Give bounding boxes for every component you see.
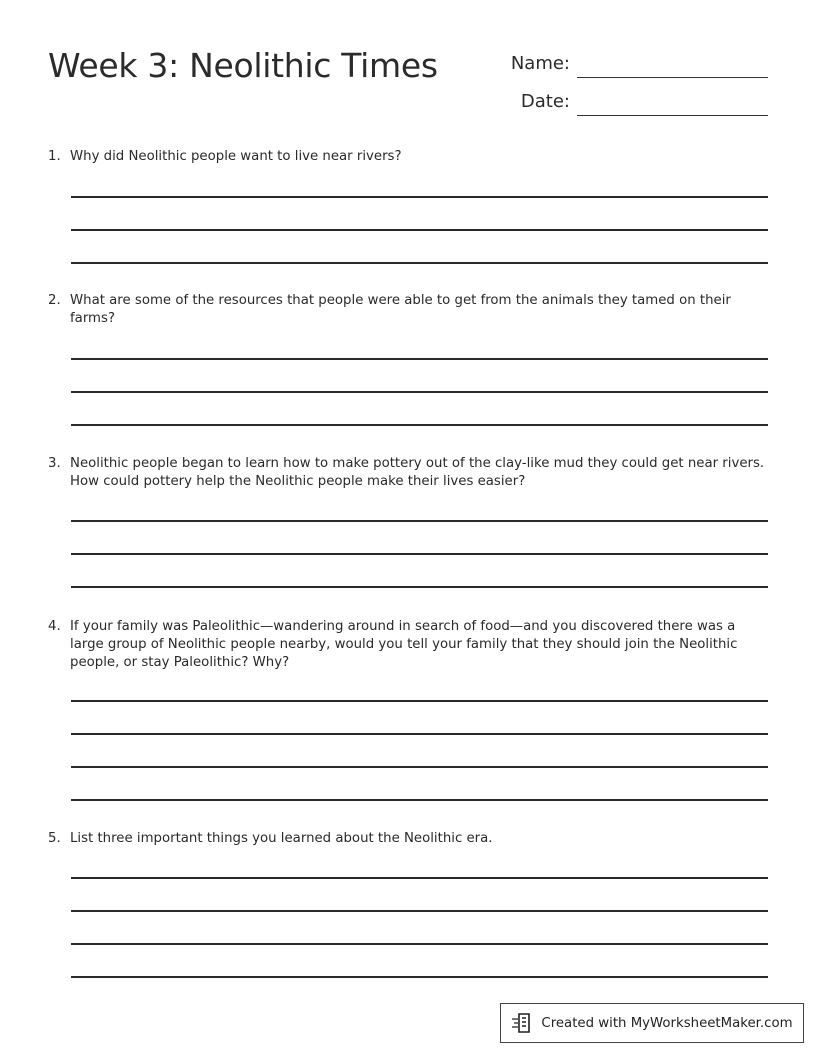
answer-line[interactable] (71, 766, 768, 768)
answer-line[interactable] (71, 799, 768, 801)
answer-line[interactable] (71, 943, 768, 945)
question-text: Neolithic people began to learn how to make pottery out of the clay-like mud they could get near rivers. How could pottery help the Neolithic people make their lives easier? (70, 456, 765, 489)
answer-line[interactable] (71, 358, 768, 360)
answer-line[interactable] (71, 229, 768, 231)
date-label: Date: (520, 91, 570, 112)
worksheet-maker-logo-icon (511, 1012, 535, 1034)
question-number: 1. (48, 149, 61, 164)
footer-text: Created with MyWorksheetMaker.com (541, 1015, 793, 1031)
answer-line[interactable] (71, 733, 768, 735)
question-number: 3. (48, 456, 61, 471)
question-number: 2. (48, 293, 61, 308)
answer-line[interactable] (71, 700, 768, 702)
date-line[interactable] (577, 115, 768, 116)
footer-badge (500, 1003, 804, 1043)
question-text: List three important things you learned about the Neolithic era. (70, 831, 493, 846)
answer-line[interactable] (71, 877, 768, 879)
answer-line[interactable] (71, 262, 768, 264)
answer-line[interactable] (71, 196, 768, 198)
answer-line[interactable] (71, 976, 768, 978)
question-number: 4. (48, 619, 61, 634)
answer-line[interactable] (71, 424, 768, 426)
question-3 (48, 455, 768, 491)
question-text: If your family was Paleolithic—wandering around in search of food—and you discovered there was a large group of Neolithic people nearby, would you tell your family that they should join the Neolithic people, or stay Paleolithic? Why? (70, 619, 738, 670)
answer-line[interactable] (71, 586, 768, 588)
question-1 (48, 148, 768, 166)
name-label: Name: (510, 53, 570, 74)
answer-line[interactable] (71, 391, 768, 393)
question-4 (48, 618, 768, 672)
answer-line[interactable] (71, 553, 768, 555)
question-text: What are some of the resources that people were able to get from the animals they tamed on their farms? (70, 293, 731, 326)
answer-line[interactable] (71, 520, 768, 522)
question-number: 5. (48, 831, 61, 846)
name-line[interactable] (577, 77, 768, 78)
name-field[interactable] (505, 52, 768, 78)
answer-line[interactable] (71, 910, 768, 912)
date-field[interactable] (505, 90, 768, 116)
question-2 (48, 292, 768, 328)
page-title: Week 3: Neolithic Times (48, 46, 438, 85)
question-5 (48, 830, 768, 848)
question-text: Why did Neolithic people want to live near rivers? (70, 149, 402, 164)
